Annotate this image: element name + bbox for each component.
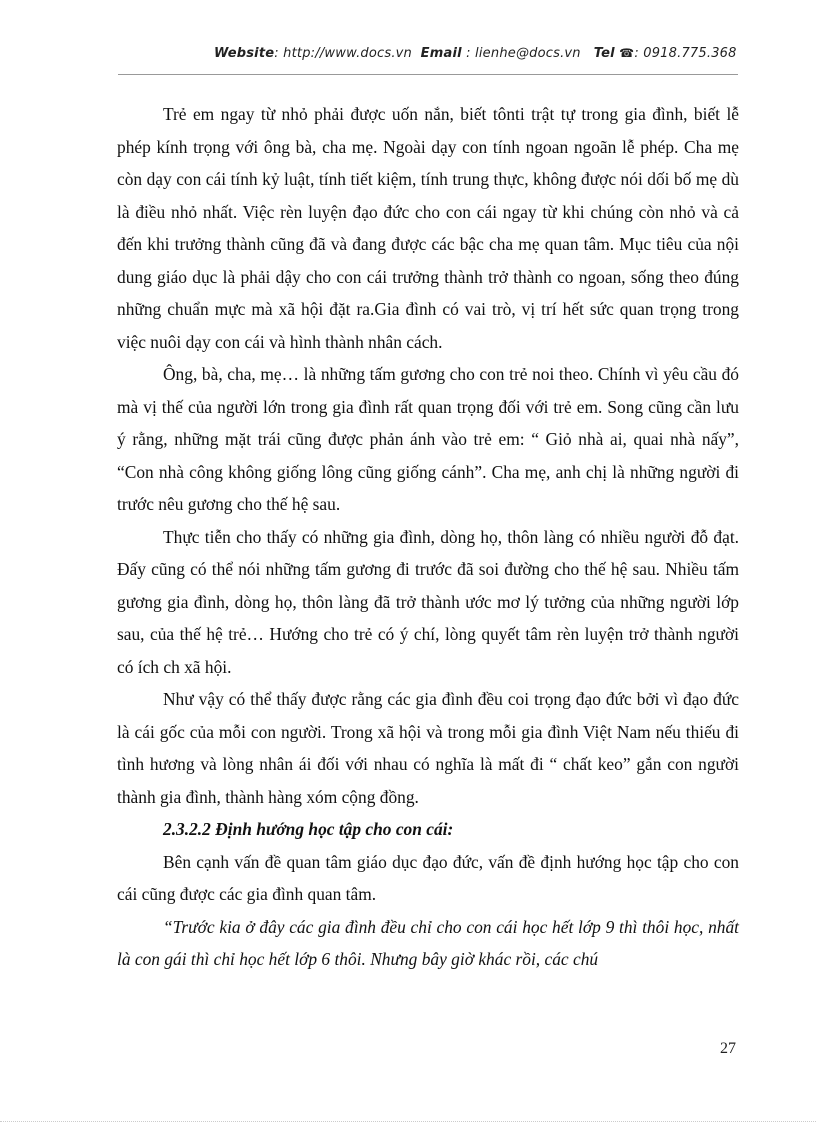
email-value: : lienhe@docs.vn (466, 46, 581, 61)
page-bottom-edge (0, 1121, 816, 1122)
page-header (214, 46, 737, 61)
section-heading: 2.3.2.2 Định hướng học tập cho con cái: (163, 819, 454, 839)
page-number: 27 (720, 1040, 736, 1057)
phone-icon: ☎ (619, 46, 635, 60)
tel-value: : 0918.775.368 (634, 46, 737, 61)
quote-paragraph: “Trước kia ở đây các gia đình đều chỉ cho con cái học hết lớp 9 thì thôi học, nhất là con gái thì chỉ học hết lớp 6 thôi. Nhưng bây giờ khác rồi, các chú (117, 916, 739, 969)
header-divider (118, 74, 738, 75)
email-label: Email (420, 46, 462, 61)
website-value: : http://www.docs.vn (274, 46, 412, 61)
paragraph-1: Trẻ em ngay từ nhỏ phải được uốn nắn, biết tônti trật tự trong gia đình, biết lễ phép kính trọng với ông bà, cha mẹ. Ngoài dạy con tính ngoan ngoãn lễ phép. Cha mẹ còn dạy con cái tính kỷ luật, tính tiết kiệm, tính trung thực, không được nói dối bố mẹ dù là điều nhỏ nhất. Việc rèn luyện đạo đức cho con cái ngay từ khi chúng còn nhỏ và cả đến khi trưởng thành cũng đã và đang được các bậc cha mẹ quan tâm. Mục tiêu của nội dung giáo dục là phải dậy cho con cái trưởng thành trở thành co ngoan, sống theo đúng những chuẩn mực mà xã hội đặt ra.Gia đình có vai trò, vị trí hết sức quan trọng trong việc nuôi dạy con cái và hình thành nhân cách. (117, 104, 739, 352)
paragraph-2: Ông, bà, cha, mẹ… là những tấm gương cho con trẻ noi theo. Chính vì yêu cầu đó mà vị thế của người lớn trong gia đình rất quan trọng đối với trẻ em. Song cũng cần lưu ý rằng, những mặt trái cũng được phản ánh vào trẻ em: “ Giỏ nhà ai, quai nhà nấy”, “Con nhà công không giống lông cũng giống cánh”. Cha mẹ, anh chị là những người đi trước nêu gương cho thế hệ sau. (117, 364, 739, 514)
tel-label: Tel (593, 46, 615, 61)
website-label: Website (214, 46, 275, 61)
document-body (117, 98, 739, 976)
paragraph-3: Thực tiễn cho thấy có những gia đình, dòng họ, thôn làng có nhiều người đỗ đạt. Đấy cũng có thể nói những tấm gương đi trước đã soi đường cho thế hệ sau. Nhiều tấm gương gia đình, dòng họ, thôn làng đã trở thành ước mơ lý tưởng của những người lớp sau, của thế hệ trẻ… Hướng cho trẻ có ý chí, lòng quyết tâm rèn luyện trở thành người có ích ch xã hội. (117, 526, 739, 677)
paragraph-4: Như vậy có thể thấy được rằng các gia đình đều coi trọng đạo đức bởi vì đạo đức là cái gốc của mỗi con người. Trong xã hội và trong mỗi gia đình Việt Nam nếu thiếu đi tình hương và lòng nhân ái đối với nhau có nghĩa là mất đi “ chất keo” gắn con người thành gia đình, thành hàng xóm cộng đồng. (117, 689, 739, 807)
section-paragraph: Bên cạnh vấn đề quan tâm giáo dục đạo đức, vấn đề định hướng học tập cho con cái cũng được các gia đình quan tâm. (117, 851, 739, 904)
